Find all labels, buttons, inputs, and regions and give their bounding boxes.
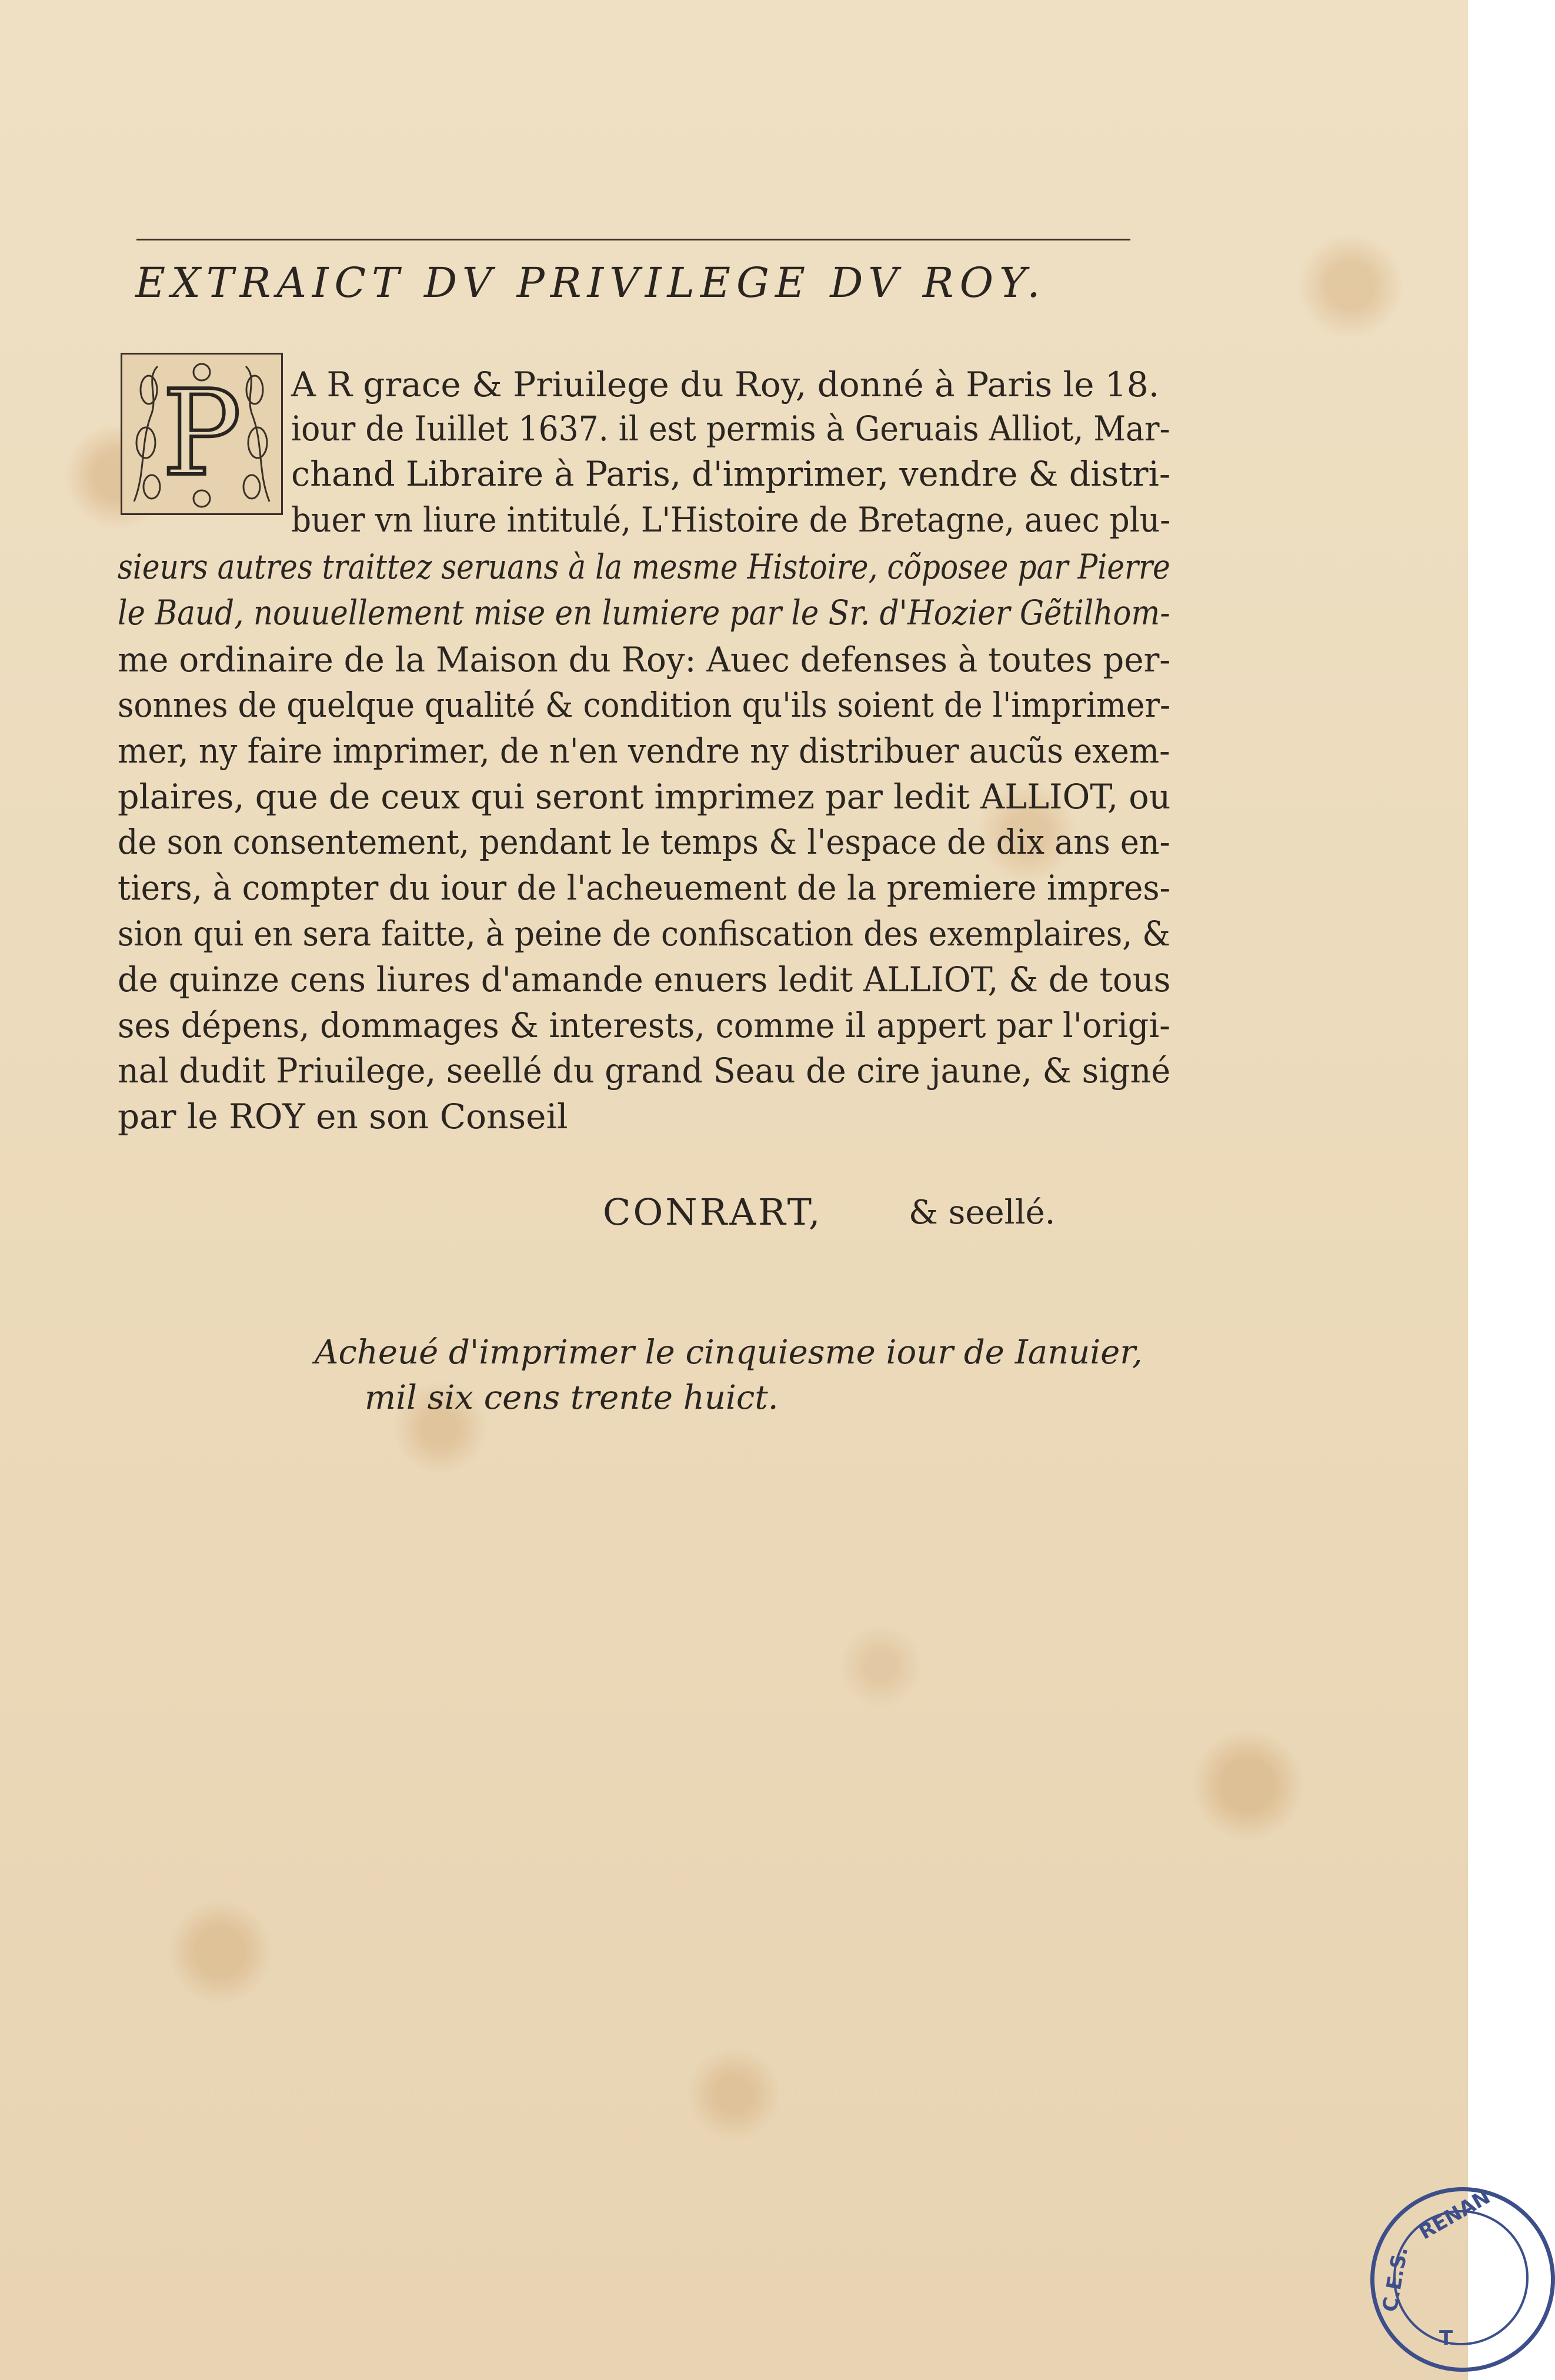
stamp-inner-ring (1393, 2210, 1529, 2345)
drop-cap-letter: P (162, 365, 242, 502)
signature: CONRART, (603, 1191, 823, 1234)
body-line: tiers, à compter du iour de l'acheuement de la premiere impres- (118, 868, 1171, 908)
body-line: de son consentement, pendant le temps & l'espace de dix ans en- (118, 822, 1170, 862)
colophon-line: mil six cens trente huict. (365, 1379, 779, 1417)
body-line: par le ROY en son Conseil (118, 1097, 568, 1136)
body-line: chand Libraire à Paris, d'imprimer, vendre & distri- (291, 454, 1171, 494)
body-line: buer vn liure intitulé, L'Histoire de Bretagne, auec plu- (291, 500, 1171, 540)
header-rule (136, 239, 1130, 240)
body-line: A R grace & Priuilege du Roy, donné à Paris le 18. (291, 365, 1160, 405)
library-stamp (1370, 2187, 1555, 2372)
body-line: plaires, que de ceux qui seront imprimez par ledit ALLIOT, ou (118, 777, 1171, 817)
body-line: le Baud, nouuellement mise en lumiere par le Sr. d'Hozier Gẽtilhom- (118, 593, 1170, 633)
colophon-line: Acheué d'imprimer le cinquiesme iour de Ianuier, (315, 1333, 1143, 1372)
privilege-heading: EXTRAICT DV PRIVILEGE DV ROY. (135, 259, 1046, 307)
body-line: sonnes de quelque qualité & condition qu'ils soient de l'imprimer- (118, 685, 1171, 725)
stamp-text-right: T (1439, 2326, 1453, 2350)
body-line: sieurs autres traittez seruans à la mesme Histoire, cõposee par Pierre (118, 547, 1170, 587)
signature-note: & seellé. (909, 1194, 1056, 1232)
stamp-text-left: C.E.S. (1378, 2245, 1413, 2314)
ornamental-drop-cap (121, 353, 283, 515)
body-line: iour de Iuillet 1637. il est permis à Geruais Alliot, Mar- (291, 409, 1170, 449)
body-line: sion qui en sera faitte, à peine de confiscation des exemplaires, & (118, 914, 1170, 954)
body-line: me ordinaire de la Maison du Roy: Auec defenses à toutes per- (118, 640, 1171, 680)
body-line: ses dépens, dommages & interests, comme il appert par l'origi- (118, 1005, 1170, 1045)
body-line: de quinze cens liures d'amande enuers ledit ALLIOT, & de tous (118, 960, 1171, 1000)
body-line: nal dudit Priuilege, seellé du grand Seau de cire jaune, & signé (118, 1051, 1171, 1091)
stamp-text-top: RENAN (1414, 2185, 1494, 2245)
body-line: mer, ny faire imprimer, de n'en vendre ny distribuer aucũs exem- (118, 731, 1170, 771)
